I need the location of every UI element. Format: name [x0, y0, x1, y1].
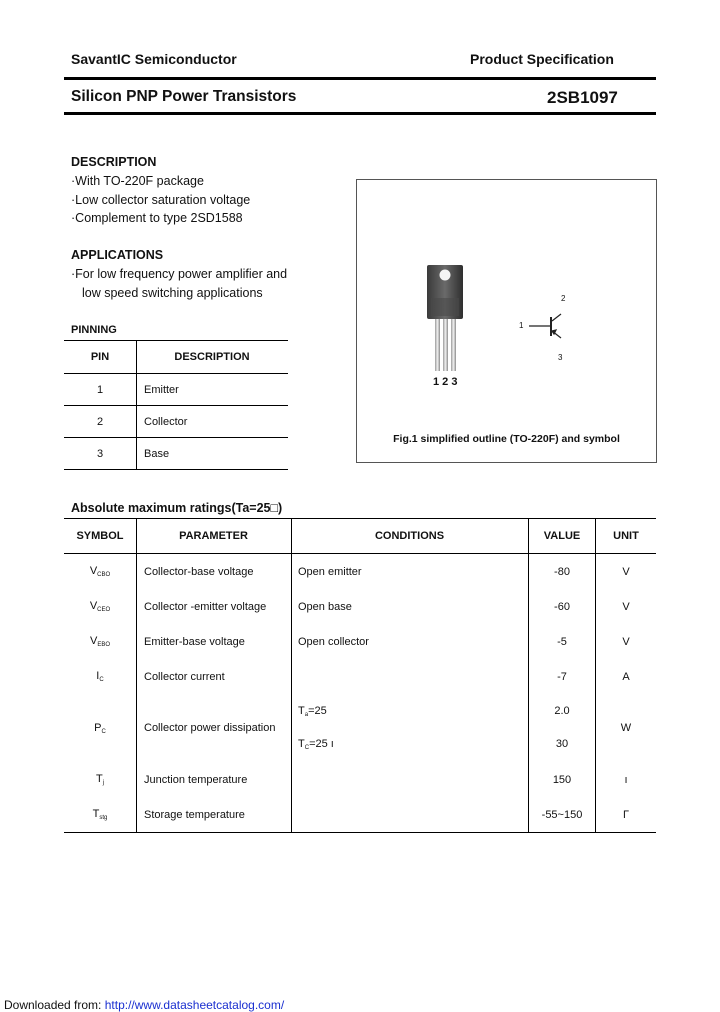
conditions-cell: [292, 797, 529, 833]
table-row: [64, 589, 656, 624]
parameter-cell: Collector -emitter voltage: [137, 589, 292, 624]
table-row: [64, 762, 656, 797]
pinning-table: [64, 340, 288, 470]
unit-cell: V: [622, 635, 630, 648]
unit-cell: ı: [624, 773, 628, 786]
symbol-letter: V: [89, 635, 98, 647]
conditions-cell: Open collector: [292, 624, 529, 659]
symbol-letter: V: [89, 600, 98, 612]
cond-text: =25 ı: [309, 738, 334, 750]
symbol-cell: [64, 762, 137, 797]
parameter-cell: Junction temperature: [137, 762, 292, 797]
unit-cell: V: [622, 600, 630, 613]
symbol-letter: I: [96, 670, 100, 682]
table-row: [64, 624, 656, 659]
package-outline-image: [357, 180, 656, 462]
table-row: [64, 797, 656, 833]
product-line: Silicon PNP Power Transistors: [71, 88, 297, 105]
unit-column-header: UNIT: [596, 519, 657, 554]
doc-type: Product Specification: [470, 51, 614, 67]
footer: [4, 998, 284, 1012]
package-pin-labels: 1 2 3: [433, 376, 458, 388]
cond-letter: T: [298, 738, 305, 750]
symbol-cell: [64, 554, 137, 590]
pinning-heading: PINNING: [71, 324, 117, 336]
pin-description: Emitter: [137, 374, 289, 406]
value-line: 2.0: [554, 705, 570, 717]
conditions-cell: [292, 762, 529, 797]
unit-cell: A: [622, 670, 630, 683]
symbol-column-header: SYMBOL: [64, 519, 137, 554]
pin-number: 1: [64, 374, 137, 406]
value-cell: -5: [529, 624, 596, 659]
table-row: [64, 438, 288, 470]
lead-3: [451, 319, 456, 371]
conditions-cell: Open emitter: [292, 554, 529, 590]
footer-link[interactable]: http://www.datasheetcatalog.com/: [104, 998, 285, 1012]
symbol-subscript: EBO: [97, 642, 110, 648]
parameter-cell: Collector current: [137, 659, 292, 694]
ratings-heading-unit: □): [270, 501, 283, 515]
description-heading: DESCRIPTION: [71, 155, 157, 169]
unit-cell: V: [622, 565, 630, 578]
applications-heading: APPLICATIONS: [71, 248, 164, 262]
pin-number: 3: [64, 438, 137, 470]
symbol-cell: [64, 797, 137, 833]
symbol-letter: T: [92, 808, 100, 820]
header-rule-top: [64, 77, 656, 80]
symbol-cell: [64, 694, 137, 762]
symbol-cell: [64, 624, 137, 659]
value-line: 30: [555, 738, 569, 750]
conditions-cell: [292, 659, 529, 694]
value-cell: 150: [529, 762, 596, 797]
ratings-table: [64, 518, 656, 833]
pin-description: Base: [137, 438, 289, 470]
pin-description: Collector: [137, 406, 289, 438]
conditions-cell: Open base: [292, 589, 529, 624]
symbol-letter: V: [89, 565, 98, 577]
symbol-subscript: C: [99, 677, 104, 683]
symbol-subscript: C: [101, 728, 106, 735]
value-cell: -80: [529, 554, 596, 590]
company-name: SavantIC Semiconductor: [71, 51, 237, 67]
lead-2: [443, 319, 448, 371]
figure-caption: Fig.1 simplified outline (TO-220F) and symbol: [393, 433, 620, 445]
value-cell: [529, 694, 596, 762]
cond-letter: T: [298, 705, 305, 717]
parameter-cell: Storage temperature: [137, 797, 292, 833]
value-column-header: VALUE: [529, 519, 596, 554]
value-cell: -60: [529, 589, 596, 624]
pin-column-header: PIN: [64, 341, 137, 374]
unit-cell: W: [620, 722, 632, 734]
symbol-subscript: j: [102, 780, 105, 786]
value-cell: -7: [529, 659, 596, 694]
cond-subscript: C: [304, 745, 310, 751]
figure-box: [356, 179, 657, 463]
parameter-cell: Collector power dissipation: [137, 694, 292, 762]
condition-line: [298, 728, 527, 761]
ratings-heading: [71, 501, 282, 515]
table-row: [64, 694, 656, 762]
pin-number: 2: [64, 406, 137, 438]
symbol-subscript: CEO: [97, 607, 111, 613]
footer-label: Downloaded from:: [4, 998, 102, 1012]
parameter-column-header: PARAMETER: [137, 519, 292, 554]
symbol-pin-2: 2: [561, 294, 566, 303]
parameter-cell: Collector-base voltage: [137, 554, 292, 590]
conditions-column-header: CONDITIONS: [292, 519, 529, 554]
applications-item: ·For low frequency power amplifier and: [71, 267, 288, 281]
parameter-cell: Emitter-base voltage: [137, 624, 292, 659]
table-row: [64, 554, 656, 590]
description-column-header: DESCRIPTION: [137, 341, 289, 374]
symbol-letter: P: [94, 721, 102, 734]
symbol-pin-3: 3: [558, 353, 563, 362]
header-rule-bottom: [64, 112, 656, 115]
description-item: ·With TO-220F package: [71, 174, 204, 188]
symbol-pin-1: 1: [519, 321, 524, 330]
symbol-cell: [64, 589, 137, 624]
conditions-cell: [292, 694, 529, 762]
table-row: [64, 374, 288, 406]
condition-line: [298, 695, 527, 728]
description-item: ·Complement to type 2SD1588: [71, 211, 243, 225]
description-item: ·Low collector saturation voltage: [71, 193, 251, 207]
symbol-subscript: CBO: [97, 572, 111, 578]
applications-item: low speed switching applications: [82, 286, 263, 300]
pnp-transistor-symbol: [529, 314, 561, 338]
cond-text: =25: [308, 705, 327, 717]
lead-1: [435, 319, 440, 371]
mounting-hole: [440, 270, 451, 281]
ratings-heading-text: Absolute maximum ratings(Ta=25: [71, 501, 271, 515]
part-number: 2SB1097: [547, 88, 618, 107]
symbol-letter: T: [95, 773, 103, 785]
symbol-cell: [64, 659, 137, 694]
table-row: [64, 406, 288, 438]
value-cell: -55~150: [529, 797, 596, 833]
unit-cell: Γ: [596, 797, 657, 833]
table-row: [64, 659, 656, 694]
symbol-subscript: stg: [99, 815, 108, 821]
cond-subscript: a: [304, 712, 309, 718]
